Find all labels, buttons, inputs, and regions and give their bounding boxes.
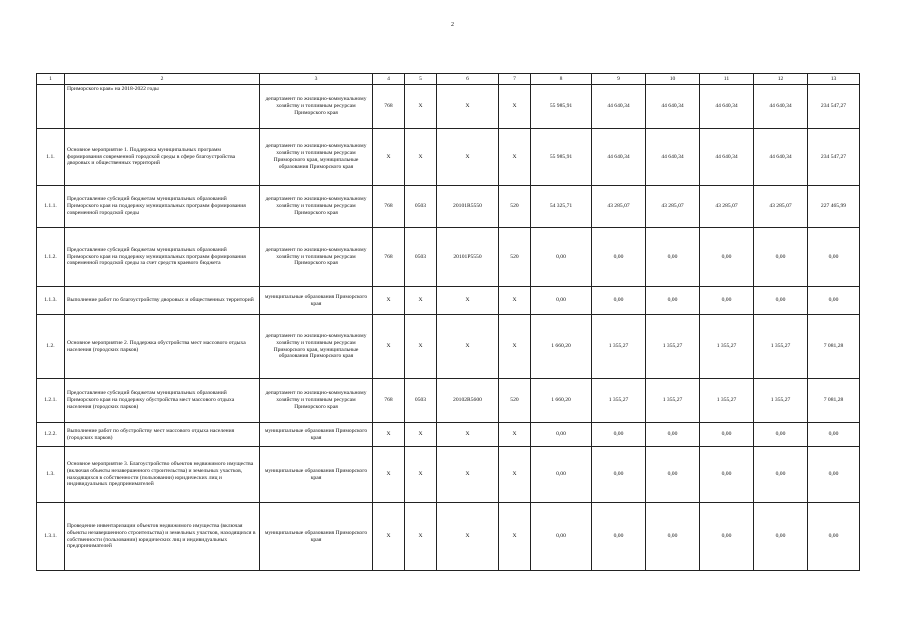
row-col5: 0503 (405, 186, 437, 228)
table-row (37, 447, 860, 503)
header-cell: 1 (37, 74, 65, 85)
row-col11: 44 640,34 (700, 129, 754, 186)
row-col9: 0,00 (592, 287, 646, 315)
row-col5: X (405, 129, 437, 186)
row-name: Выполнение работ по обустройству мест массового отдыха населения (городских парков) (65, 423, 260, 447)
row-col11: 44 640,34 (700, 85, 754, 129)
row-col8: 0,00 (531, 447, 592, 503)
row-name: Основное мероприятие 3. Благоустройство объектов недвижимого имущества (включая объекты незавершенного строительства) и земельных участков, находящихся в собственности (пользовании) юридических лиц и индивидуальных предпринимателей (65, 447, 260, 503)
table-row (37, 503, 860, 571)
row-col6: X (437, 447, 499, 503)
row-col13: 7 081,28 (808, 315, 860, 379)
row-name: Предоставление субсидий бюджетам муниципальных образований Приморского края на поддержку обустройства мест массового отдыха населения (городских парков) (65, 379, 260, 423)
header-cell: 12 (754, 74, 808, 85)
header-cell: 11 (700, 74, 754, 85)
header-cell: 9 (592, 74, 646, 85)
table-row (37, 379, 860, 423)
row-executor: муниципальные образования Приморского края (260, 503, 373, 571)
row-col6: X (437, 503, 499, 571)
row-col12: 0,00 (754, 287, 808, 315)
row-col9: 43 285,07 (592, 186, 646, 228)
row-col12: 1 355,27 (754, 315, 808, 379)
header-cell: 6 (437, 74, 499, 85)
row-col4: 768 (373, 228, 405, 287)
row-col9: 0,00 (592, 447, 646, 503)
row-col7: 520 (499, 379, 531, 423)
table-row (37, 129, 860, 186)
row-col9: 44 640,34 (592, 129, 646, 186)
row-col13: 234 547,27 (808, 129, 860, 186)
row-col5: 0503 (405, 228, 437, 287)
row-col11: 0,00 (700, 503, 754, 571)
row-number: 1.2.1. (37, 379, 65, 423)
row-col12: 44 640,34 (754, 129, 808, 186)
table-row (37, 228, 860, 287)
row-name: Основное мероприятие 2. Поддержка обустройства мест массового отдыха населения (городских парков) (65, 315, 260, 379)
row-executor: департамент по жилищно-коммунальному хозяйству и топливным ресурсам Приморского края, муниципальные образования Приморского края (260, 315, 373, 379)
row-col10: 44 640,34 (646, 85, 700, 129)
row-col6: 20102R5600 (437, 379, 499, 423)
row-col10: 0,00 (646, 503, 700, 571)
row-col5: X (405, 447, 437, 503)
header-cell: 10 (646, 74, 700, 85)
row-col5: X (405, 287, 437, 315)
row-col7: X (499, 503, 531, 571)
header-cell: 13 (808, 74, 860, 85)
row-col6: 20101R5550 (437, 186, 499, 228)
header-cell: 4 (373, 74, 405, 85)
row-col5: X (405, 423, 437, 447)
row-col10: 0,00 (646, 423, 700, 447)
row-number (37, 85, 65, 129)
row-col8: 0,00 (531, 287, 592, 315)
header-cell: 3 (260, 74, 373, 85)
row-col10: 1 355,27 (646, 315, 700, 379)
row-col5: X (405, 315, 437, 379)
header-cell: 5 (405, 74, 437, 85)
row-col13: 234 547,27 (808, 85, 860, 129)
row-number: 1.2. (37, 315, 65, 379)
row-col12: 0,00 (754, 503, 808, 571)
row-col10: 44 640,34 (646, 129, 700, 186)
header-cell: 8 (531, 74, 592, 85)
row-executor: муниципальные образования Приморского края (260, 447, 373, 503)
row-col10: 1 355,27 (646, 379, 700, 423)
row-number: 1.1. (37, 129, 65, 186)
row-col9: 1 355,27 (592, 315, 646, 379)
row-col12: 0,00 (754, 228, 808, 287)
row-executor: муниципальные образования Приморского края (260, 423, 373, 447)
row-col8: 0,00 (531, 423, 592, 447)
row-col4: 768 (373, 186, 405, 228)
row-col4: 768 (373, 379, 405, 423)
budget-table (36, 73, 860, 571)
row-col8: 55 985,91 (531, 129, 592, 186)
row-executor: муниципальные образования Приморского края (260, 287, 373, 315)
row-col7: X (499, 85, 531, 129)
row-col9: 44 640,34 (592, 85, 646, 129)
row-executor: департамент по жилищно-коммунальному хозяйству и топливным ресурсам Приморского края (260, 379, 373, 423)
row-col13: 0,00 (808, 447, 860, 503)
row-col4: X (373, 287, 405, 315)
row-col6: X (437, 85, 499, 129)
row-number: 1.1.3. (37, 287, 65, 315)
row-executor: департамент по жилищно-коммунальному хозяйству и топливным ресурсам Приморского края (260, 228, 373, 287)
row-col6: X (437, 315, 499, 379)
row-number: 1.3. (37, 447, 65, 503)
row-col7: X (499, 287, 531, 315)
row-col12: 44 640,34 (754, 85, 808, 129)
row-col11: 0,00 (700, 447, 754, 503)
row-col10: 0,00 (646, 287, 700, 315)
row-col8: 1 660,20 (531, 315, 592, 379)
table-row (37, 85, 860, 129)
row-col4: X (373, 129, 405, 186)
row-col5: X (405, 503, 437, 571)
row-col10: 0,00 (646, 228, 700, 287)
row-number: 1.2.2. (37, 423, 65, 447)
row-col6: X (437, 287, 499, 315)
row-col7: 520 (499, 228, 531, 287)
row-col7: 520 (499, 186, 531, 228)
table-header (37, 74, 860, 85)
row-col7: X (499, 129, 531, 186)
row-col4: X (373, 423, 405, 447)
row-col6: X (437, 423, 499, 447)
row-col13: 0,00 (808, 228, 860, 287)
row-name: Приморского края» на 2018-2022 годы (65, 85, 260, 129)
row-col12: 0,00 (754, 447, 808, 503)
row-col12: 0,00 (754, 423, 808, 447)
row-col12: 1 355,27 (754, 379, 808, 423)
row-col10: 43 285,07 (646, 186, 700, 228)
row-col11: 0,00 (700, 287, 754, 315)
row-col11: 1 355,27 (700, 315, 754, 379)
row-col13: 0,00 (808, 503, 860, 571)
row-col8: 55 985,91 (531, 85, 592, 129)
table-row (37, 315, 860, 379)
table-row (37, 186, 860, 228)
row-col4: X (373, 315, 405, 379)
row-number: 1.3.1. (37, 503, 65, 571)
row-col9: 0,00 (592, 423, 646, 447)
row-col7: X (499, 423, 531, 447)
header-cell: 7 (499, 74, 531, 85)
row-name: Проведение инвентаризации объектов недвижимого имущества (включая объекты незавершенного строительства) и земельных участков, находящихся в собственности (пользовании) юридических лиц и индивидуальных предпринимателей (65, 503, 260, 571)
table-row (37, 287, 860, 315)
row-name: Предоставление субсидий бюджетам муниципальных образований Приморского края на поддержку муниципальных программ формирования современной городской среды (65, 186, 260, 228)
row-col13: 7 081,28 (808, 379, 860, 423)
row-col8: 0,00 (531, 503, 592, 571)
row-number: 1.1.1. (37, 186, 65, 228)
row-col11: 0,00 (700, 228, 754, 287)
row-col8: 54 325,71 (531, 186, 592, 228)
row-executor: департамент по жилищно-коммунальному хозяйству и топливным ресурсам Приморского края, муниципальные образования Приморского края (260, 129, 373, 186)
row-col4: X (373, 503, 405, 571)
row-col5: 0503 (405, 379, 437, 423)
row-col7: X (499, 315, 531, 379)
row-col9: 0,00 (592, 503, 646, 571)
row-col9: 1 355,27 (592, 379, 646, 423)
row-executor: департамент по жилищно-коммунальному хозяйству и топливным ресурсам Приморского края (260, 85, 373, 129)
row-col6: 20101P5550 (437, 228, 499, 287)
row-col13: 0,00 (808, 287, 860, 315)
row-col9: 0,00 (592, 228, 646, 287)
row-col12: 43 285,07 (754, 186, 808, 228)
row-col6: X (437, 129, 499, 186)
row-col4: 768 (373, 85, 405, 129)
header-row (37, 74, 860, 85)
row-col4: X (373, 447, 405, 503)
row-col11: 43 285,07 (700, 186, 754, 228)
row-col13: 0,00 (808, 423, 860, 447)
row-col5: X (405, 85, 437, 129)
row-name: Основное мероприятие 1. Поддержка муниципальных программ формирования современной городской среды в сфере благоустройства дворовых и общественных территорий (65, 129, 260, 186)
row-col8: 0,00 (531, 228, 592, 287)
row-col10: 0,00 (646, 447, 700, 503)
row-col7: X (499, 447, 531, 503)
row-col8: 1 660,20 (531, 379, 592, 423)
table-row (37, 423, 860, 447)
page-number: 2 (451, 22, 454, 28)
row-name: Предоставление субсидий бюджетам муниципальных образований Приморского края на поддержку муниципальных программ формирования современной городской среды за счет средств краевого бюджета (65, 228, 260, 287)
row-executor: департамент по жилищно-коммунальному хозяйству и топливным ресурсам Приморского края (260, 186, 373, 228)
row-number: 1.1.2. (37, 228, 65, 287)
header-cell: 2 (65, 74, 260, 85)
row-col13: 227 465,99 (808, 186, 860, 228)
row-col11: 0,00 (700, 423, 754, 447)
row-name: Выполнение работ по благоустройству дворовых и общественных территорий (65, 287, 260, 315)
table-body (37, 85, 860, 571)
row-col11: 1 355,27 (700, 379, 754, 423)
